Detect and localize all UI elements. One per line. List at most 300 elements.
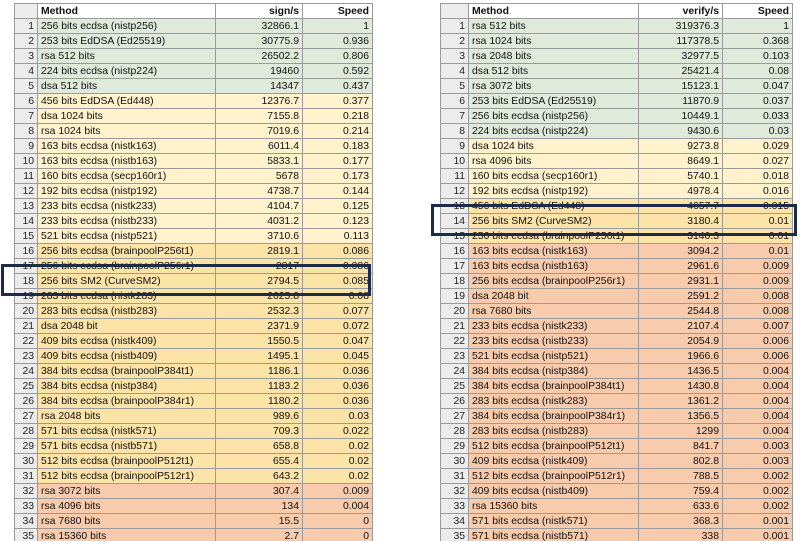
ops-per-sec-cell: 2107.4 [639, 319, 723, 334]
method-cell: 160 bits ecdsa (secp160r1) [38, 169, 216, 184]
header-method: Method [38, 4, 216, 19]
row-index: 35 [441, 529, 469, 541]
ops-per-sec-cell: 2961.6 [639, 259, 723, 274]
ops-per-sec-cell: 134 [216, 499, 303, 514]
ops-per-sec-cell: 32977.5 [639, 49, 723, 64]
speed-cell: 0.018 [723, 169, 793, 184]
method-cell: 409 bits ecdsa (nistb409) [38, 349, 216, 364]
ops-per-sec-cell: 1361.2 [639, 394, 723, 409]
method-cell: rsa 4096 bits [38, 499, 216, 514]
speed-cell: 0.003 [723, 454, 793, 469]
table-row [441, 469, 793, 484]
ops-per-sec-cell: 4738.7 [216, 184, 303, 199]
row-index: 13 [441, 199, 469, 214]
method-cell: 384 bits ecdsa (brainpoolP384t1) [469, 379, 639, 394]
ops-per-sec-cell: 11870.9 [639, 94, 723, 109]
row-index: 1 [15, 19, 38, 34]
row-index: 10 [15, 154, 38, 169]
method-cell: 233 bits ecdsa (nistk233) [38, 199, 216, 214]
method-cell: 256 bits ecdsa (nistp256) [469, 109, 639, 124]
row-index: 5 [441, 79, 469, 94]
table-row [441, 109, 793, 124]
ops-per-sec-cell: 1299 [639, 424, 723, 439]
ops-per-sec-cell: 14347 [216, 79, 303, 94]
speed-cell: 0.01 [723, 244, 793, 259]
speed-cell: 0.047 [303, 334, 373, 349]
method-cell: rsa 15360 bits [38, 529, 216, 541]
table-row [441, 304, 793, 319]
speed-cell: 0.085 [303, 274, 373, 289]
speed-cell: 0.037 [723, 94, 793, 109]
speed-cell: 0.08 [303, 289, 373, 304]
method-cell: 163 bits ecdsa (nistk163) [469, 244, 639, 259]
row-index: 16 [441, 244, 469, 259]
method-cell: 571 bits ecdsa (nistb571) [38, 439, 216, 454]
speed-cell: 0.03 [303, 409, 373, 424]
ops-per-sec-cell: 9430.6 [639, 124, 723, 139]
speed-cell: 0.02 [303, 469, 373, 484]
speed-cell: 0.214 [303, 124, 373, 139]
method-cell: rsa 1024 bits [38, 124, 216, 139]
row-index: 4 [15, 64, 38, 79]
table-row [15, 259, 373, 274]
speed-cell: 1 [723, 19, 793, 34]
table-row [15, 424, 373, 439]
method-cell: 253 bits EdDSA (Ed25519) [38, 34, 216, 49]
method-cell: 571 bits ecdsa (nistk571) [469, 514, 639, 529]
method-cell: 512 bits ecdsa (brainpoolP512r1) [38, 469, 216, 484]
method-cell: dsa 512 bits [38, 79, 216, 94]
table-row [15, 229, 373, 244]
row-index: 3 [15, 49, 38, 64]
method-cell: dsa 1024 bits [38, 109, 216, 124]
row-index: 6 [441, 94, 469, 109]
method-cell: 571 bits ecdsa (nistk571) [38, 424, 216, 439]
ops-per-sec-cell: 368.3 [639, 514, 723, 529]
row-index: 2 [15, 34, 38, 49]
header-sign-per-sec: sign/s [216, 4, 303, 19]
table-row [15, 19, 373, 34]
row-index: 22 [441, 334, 469, 349]
speed-cell: 0.004 [723, 379, 793, 394]
row-index: 22 [15, 334, 38, 349]
table-row [441, 259, 793, 274]
speed-cell: 0.086 [303, 259, 373, 274]
ops-per-sec-cell: 1356.5 [639, 409, 723, 424]
row-index: 18 [441, 274, 469, 289]
table-row [15, 154, 373, 169]
method-cell: 521 bits ecdsa (nistp521) [469, 349, 639, 364]
method-cell: 384 bits ecdsa (brainpoolP384r1) [38, 394, 216, 409]
table-row [15, 79, 373, 94]
ops-per-sec-cell: 2817 [216, 259, 303, 274]
speed-cell: 0.008 [723, 304, 793, 319]
speed-cell: 0.027 [723, 154, 793, 169]
method-cell: 256 bits SM2 (CurveSM2) [38, 274, 216, 289]
speed-cell: 0.009 [303, 484, 373, 499]
method-cell: 384 bits ecdsa (brainpoolP384r1) [469, 409, 639, 424]
method-cell: 384 bits ecdsa (nistp384) [38, 379, 216, 394]
header-row [441, 4, 793, 19]
row-index: 8 [15, 124, 38, 139]
speed-cell: 0.144 [303, 184, 373, 199]
table-row [15, 214, 373, 229]
table-row [15, 109, 373, 124]
row-index: 7 [15, 109, 38, 124]
table-row [15, 184, 373, 199]
method-cell: rsa 3072 bits [38, 484, 216, 499]
speed-cell: 0.113 [303, 229, 373, 244]
row-index: 17 [15, 259, 38, 274]
method-cell: rsa 512 bits [38, 49, 216, 64]
speed-cell: 0.002 [723, 499, 793, 514]
row-index: 35 [15, 529, 38, 541]
ops-per-sec-cell: 759.4 [639, 484, 723, 499]
table-row [15, 64, 373, 79]
row-index: 9 [441, 139, 469, 154]
speed-cell: 0.125 [303, 199, 373, 214]
speed-cell: 0.036 [303, 379, 373, 394]
row-index: 34 [441, 514, 469, 529]
ops-per-sec-cell: 2931.1 [639, 274, 723, 289]
speed-cell: 0.001 [723, 529, 793, 541]
method-cell: dsa 512 bits [469, 64, 639, 79]
speed-cell: 0.036 [303, 394, 373, 409]
method-cell: 456 bits EdDSA (Ed448) [469, 199, 639, 214]
ops-per-sec-cell: 9273.8 [639, 139, 723, 154]
ops-per-sec-cell: 633.6 [639, 499, 723, 514]
table-row [441, 319, 793, 334]
row-index: 31 [441, 469, 469, 484]
ops-per-sec-cell: 4104.7 [216, 199, 303, 214]
row-index: 20 [15, 304, 38, 319]
ops-per-sec-cell: 658.8 [216, 439, 303, 454]
table-row [15, 274, 373, 289]
speed-cell: 0.072 [303, 319, 373, 334]
method-cell: 160 bits ecdsa (secp160r1) [469, 169, 639, 184]
table-row [15, 49, 373, 64]
method-cell: 224 bits ecdsa (nistp224) [38, 64, 216, 79]
row-index: 33 [15, 499, 38, 514]
ops-per-sec-cell: 709.3 [216, 424, 303, 439]
method-cell: dsa 2048 bit [469, 289, 639, 304]
table-row [15, 484, 373, 499]
table-row [15, 529, 373, 541]
ops-per-sec-cell: 7019.6 [216, 124, 303, 139]
method-cell: rsa 15360 bits [469, 499, 639, 514]
table-row [15, 379, 373, 394]
ops-per-sec-cell: 802.8 [639, 454, 723, 469]
table-row [441, 424, 793, 439]
speed-cell: 0.033 [723, 109, 793, 124]
method-cell: 512 bits ecdsa (brainpoolP512r1) [469, 469, 639, 484]
row-index: 9 [15, 139, 38, 154]
speed-cell: 0.01 [723, 214, 793, 229]
method-cell: 283 bits ecdsa (nistk283) [469, 394, 639, 409]
speed-cell: 0.004 [723, 409, 793, 424]
speed-cell: 0.592 [303, 64, 373, 79]
row-index: 27 [441, 409, 469, 424]
row-index: 25 [15, 379, 38, 394]
speed-cell: 0.008 [723, 289, 793, 304]
row-index: 24 [15, 364, 38, 379]
speed-cell: 0.183 [303, 139, 373, 154]
speed-cell: 0.173 [303, 169, 373, 184]
speed-cell: 0.077 [303, 304, 373, 319]
row-index: 21 [441, 319, 469, 334]
row-index: 31 [15, 469, 38, 484]
table-row [441, 64, 793, 79]
ops-per-sec-cell: 4978.4 [639, 184, 723, 199]
ops-per-sec-cell: 1966.6 [639, 349, 723, 364]
table-row [441, 124, 793, 139]
table-row [441, 454, 793, 469]
method-cell: 192 bits ecdsa (nistp192) [38, 184, 216, 199]
ops-per-sec-cell: 10449.1 [639, 109, 723, 124]
ops-per-sec-cell: 1550.5 [216, 334, 303, 349]
method-cell: 384 bits ecdsa (nistp384) [469, 364, 639, 379]
row-index: 18 [15, 274, 38, 289]
ops-per-sec-cell: 2544.8 [639, 304, 723, 319]
row-index: 30 [441, 454, 469, 469]
method-cell: rsa 7680 bits [469, 304, 639, 319]
speed-cell: 0.007 [723, 319, 793, 334]
ops-per-sec-cell: 643.2 [216, 469, 303, 484]
method-cell: 253 bits EdDSA (Ed25519) [469, 94, 639, 109]
row-index: 5 [15, 79, 38, 94]
ops-per-sec-cell: 25421.4 [639, 64, 723, 79]
row-index: 15 [15, 229, 38, 244]
table-row [441, 274, 793, 289]
ops-per-sec-cell: 2794.5 [216, 274, 303, 289]
speed-cell: 0.047 [723, 79, 793, 94]
speed-cell: 0.015 [723, 199, 793, 214]
method-cell: 409 bits ecdsa (nistk409) [38, 334, 216, 349]
row-index: 11 [441, 169, 469, 184]
speed-cell: 0.009 [723, 259, 793, 274]
row-index: 23 [15, 349, 38, 364]
speed-cell: 0.006 [723, 349, 793, 364]
row-index: 34 [15, 514, 38, 529]
row-index: 13 [15, 199, 38, 214]
speed-cell: 0.004 [303, 499, 373, 514]
table-row [15, 349, 373, 364]
row-index: 14 [15, 214, 38, 229]
table-row [441, 289, 793, 304]
ops-per-sec-cell: 5740.1 [639, 169, 723, 184]
table-row [15, 94, 373, 109]
method-cell: 233 bits ecdsa (nistk233) [469, 319, 639, 334]
ops-per-sec-cell: 2819.1 [216, 244, 303, 259]
method-cell: rsa 2048 bits [38, 409, 216, 424]
method-cell: 256 bits ecdsa (brainpoolP256r1) [38, 259, 216, 274]
row-index: 4 [441, 64, 469, 79]
ops-per-sec-cell: 1430.8 [639, 379, 723, 394]
table-row [15, 304, 373, 319]
speed-cell: 0.002 [723, 484, 793, 499]
speed-cell: 0.004 [723, 364, 793, 379]
table-row [441, 139, 793, 154]
table-row [441, 49, 793, 64]
ops-per-sec-cell: 1180.2 [216, 394, 303, 409]
table-row [15, 169, 373, 184]
speed-cell: 0.936 [303, 34, 373, 49]
header-speed: Speed [723, 4, 793, 19]
speed-cell: 0.02 [303, 439, 373, 454]
speed-cell: 0.004 [723, 394, 793, 409]
method-cell: rsa 7680 bits [38, 514, 216, 529]
method-cell: 163 bits ecdsa (nistk163) [38, 139, 216, 154]
speed-cell: 0.123 [303, 214, 373, 229]
table-row [15, 244, 373, 259]
row-index: 2 [441, 34, 469, 49]
ops-per-sec-cell: 30775.9 [216, 34, 303, 49]
method-cell: 256 bits SM2 (CurveSM2) [469, 214, 639, 229]
ops-per-sec-cell: 7155.8 [216, 109, 303, 124]
table-row [441, 214, 793, 229]
row-index: 17 [441, 259, 469, 274]
speed-cell: 0.086 [303, 244, 373, 259]
speed-cell: 0.016 [723, 184, 793, 199]
row-index: 27 [15, 409, 38, 424]
table-row [15, 469, 373, 484]
row-index: 19 [15, 289, 38, 304]
table-row [441, 229, 793, 244]
row-index: 19 [441, 289, 469, 304]
table-row [15, 139, 373, 154]
table-row [15, 499, 373, 514]
table-row [15, 394, 373, 409]
row-index: 1 [441, 19, 469, 34]
method-cell: dsa 1024 bits [469, 139, 639, 154]
method-cell: 521 bits ecdsa (nistp521) [38, 229, 216, 244]
speed-cell: 0 [303, 529, 373, 541]
speed-cell: 0.004 [723, 424, 793, 439]
row-index: 15 [441, 229, 469, 244]
speed-cell: 0.006 [723, 334, 793, 349]
row-index: 25 [441, 379, 469, 394]
verify-speed-table [440, 3, 793, 541]
method-cell: 256 bits ecdsa (nistp256) [38, 19, 216, 34]
table-row [15, 454, 373, 469]
ops-per-sec-cell: 1186.1 [216, 364, 303, 379]
ops-per-sec-cell: 2054.9 [639, 334, 723, 349]
row-index: 32 [441, 484, 469, 499]
ops-per-sec-cell: 788.5 [639, 469, 723, 484]
table-row [15, 289, 373, 304]
speed-cell: 0.368 [723, 34, 793, 49]
row-index: 28 [441, 424, 469, 439]
table-row [15, 439, 373, 454]
ops-per-sec-cell: 1183.2 [216, 379, 303, 394]
row-index: 12 [441, 184, 469, 199]
table-row [441, 199, 793, 214]
ops-per-sec-cell: 8649.1 [639, 154, 723, 169]
row-index: 32 [15, 484, 38, 499]
ops-per-sec-cell: 3710.6 [216, 229, 303, 244]
ops-per-sec-cell: 3094.2 [639, 244, 723, 259]
row-index: 20 [441, 304, 469, 319]
table-row [15, 199, 373, 214]
row-index: 30 [15, 454, 38, 469]
row-index: 11 [15, 169, 38, 184]
row-index: 10 [441, 154, 469, 169]
method-cell: rsa 4096 bits [469, 154, 639, 169]
speed-cell: 0.01 [723, 229, 793, 244]
table-row [441, 94, 793, 109]
speed-cell: 0.377 [303, 94, 373, 109]
method-cell: rsa 512 bits [469, 19, 639, 34]
ops-per-sec-cell: 12376.7 [216, 94, 303, 109]
method-cell: rsa 2048 bits [469, 49, 639, 64]
method-cell: 256 bits ecdsa (brainpoolP256t1) [469, 229, 639, 244]
speed-cell: 0 [303, 514, 373, 529]
method-cell: 283 bits ecdsa (nistb283) [38, 304, 216, 319]
ops-per-sec-cell: 989.6 [216, 409, 303, 424]
method-cell: 256 bits ecdsa (brainpoolP256r1) [469, 274, 639, 289]
row-index: 29 [15, 439, 38, 454]
ops-per-sec-cell: 319376.3 [639, 19, 723, 34]
row-index: 6 [15, 94, 38, 109]
header-index [441, 4, 469, 19]
ops-per-sec-cell: 1495.1 [216, 349, 303, 364]
row-index: 23 [441, 349, 469, 364]
ops-per-sec-cell: 841.7 [639, 439, 723, 454]
header-index [15, 4, 38, 19]
speed-cell: 0.177 [303, 154, 373, 169]
method-cell: 283 bits ecdsa (nistk283) [38, 289, 216, 304]
ops-per-sec-cell: 2591.2 [639, 289, 723, 304]
speed-cell: 0.009 [723, 274, 793, 289]
header-speed: Speed [303, 4, 373, 19]
speed-cell: 0.003 [723, 439, 793, 454]
row-index: 24 [441, 364, 469, 379]
ops-per-sec-cell: 3140.3 [639, 229, 723, 244]
ops-per-sec-cell: 3180.4 [639, 214, 723, 229]
header-method: Method [469, 4, 639, 19]
table-row [441, 499, 793, 514]
method-cell: 283 bits ecdsa (nistb283) [469, 424, 639, 439]
method-cell: 224 bits ecdsa (nistp224) [469, 124, 639, 139]
speed-cell: 0.03 [723, 124, 793, 139]
table-row [441, 169, 793, 184]
ops-per-sec-cell: 117378.5 [639, 34, 723, 49]
table-row [441, 379, 793, 394]
sign-speed-table [14, 3, 373, 541]
row-index: 14 [441, 214, 469, 229]
method-cell: rsa 1024 bits [469, 34, 639, 49]
table-row [441, 349, 793, 364]
table-row [15, 334, 373, 349]
speed-cell: 1 [303, 19, 373, 34]
table-row [15, 124, 373, 139]
method-cell: 233 bits ecdsa (nistb233) [469, 334, 639, 349]
method-cell: dsa 2048 bit [38, 319, 216, 334]
method-cell: 163 bits ecdsa (nistb163) [469, 259, 639, 274]
ops-per-sec-cell: 307.4 [216, 484, 303, 499]
speed-cell: 0.001 [723, 514, 793, 529]
table-row [15, 34, 373, 49]
speed-cell: 0.029 [723, 139, 793, 154]
row-index: 3 [441, 49, 469, 64]
ops-per-sec-cell: 32866.1 [216, 19, 303, 34]
row-index: 21 [15, 319, 38, 334]
speed-cell: 0.103 [723, 49, 793, 64]
row-index: 16 [15, 244, 38, 259]
table-row [441, 439, 793, 454]
table-row [441, 79, 793, 94]
table-row [441, 529, 793, 541]
